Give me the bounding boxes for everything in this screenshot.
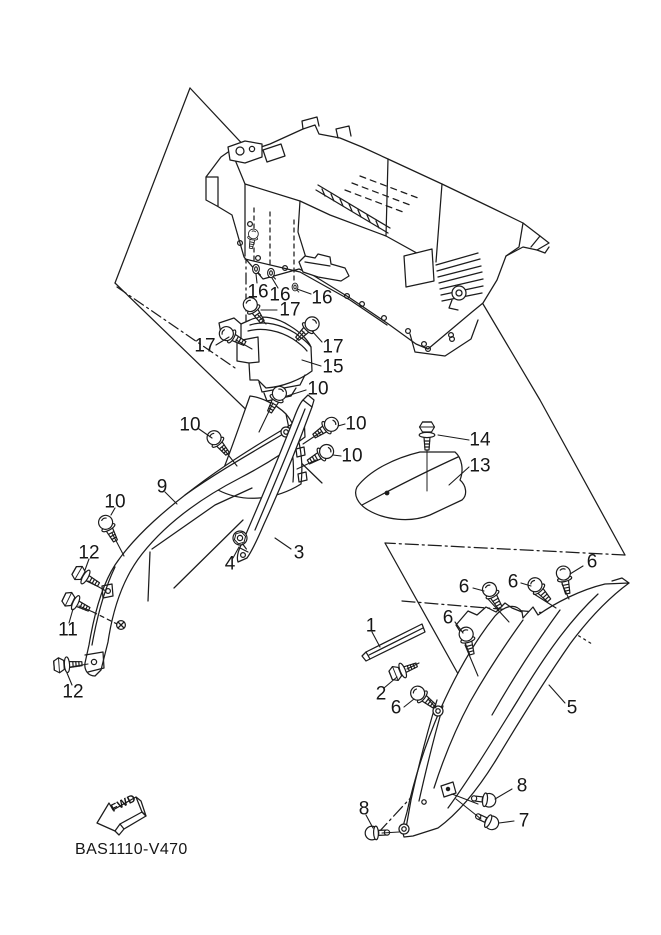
callout-label: 10: [307, 378, 329, 400]
callout-label: 12: [78, 542, 100, 564]
callout-label: 10: [179, 414, 201, 436]
callout-label: 8: [516, 775, 528, 797]
callout-label: 6: [458, 576, 470, 598]
callout-label: 4: [224, 553, 236, 575]
callout-label: 2: [375, 683, 387, 705]
callout-label: 6: [442, 607, 454, 629]
bolt-14: [419, 422, 435, 450]
callout-label: 14: [469, 429, 491, 451]
callout-label: 6: [586, 551, 598, 573]
callout-label: 12: [62, 681, 84, 703]
callout-label: 17: [279, 299, 301, 321]
callout-label: 16: [269, 284, 291, 306]
callout-label: 13: [469, 455, 491, 477]
callout-label: 10: [345, 413, 367, 435]
callout-label: 8: [358, 798, 370, 820]
callout-label: 17: [194, 335, 216, 357]
callout-label: 5: [566, 697, 578, 719]
callout-label: 10: [341, 445, 363, 467]
callout-label: 17: [322, 336, 344, 358]
callout-label: 10: [104, 491, 126, 513]
callout-label: 3: [293, 542, 305, 564]
part-9-side-panel: [85, 414, 305, 676]
callout-label: 7: [518, 810, 530, 832]
callout-label: 6: [507, 571, 519, 593]
bolt-2: [388, 658, 420, 683]
callout-label: 15: [322, 356, 344, 378]
callout-label: 6: [390, 697, 402, 719]
callout-label: 16: [247, 281, 269, 303]
callout-label: 16: [311, 287, 333, 309]
diagram-code: BAS1110-V470: [75, 841, 188, 858]
fwd-label: FWD: [109, 792, 139, 815]
callout-label: 9: [156, 476, 168, 498]
callout-label: 11: [58, 619, 78, 641]
callout-label: 1: [365, 615, 377, 637]
